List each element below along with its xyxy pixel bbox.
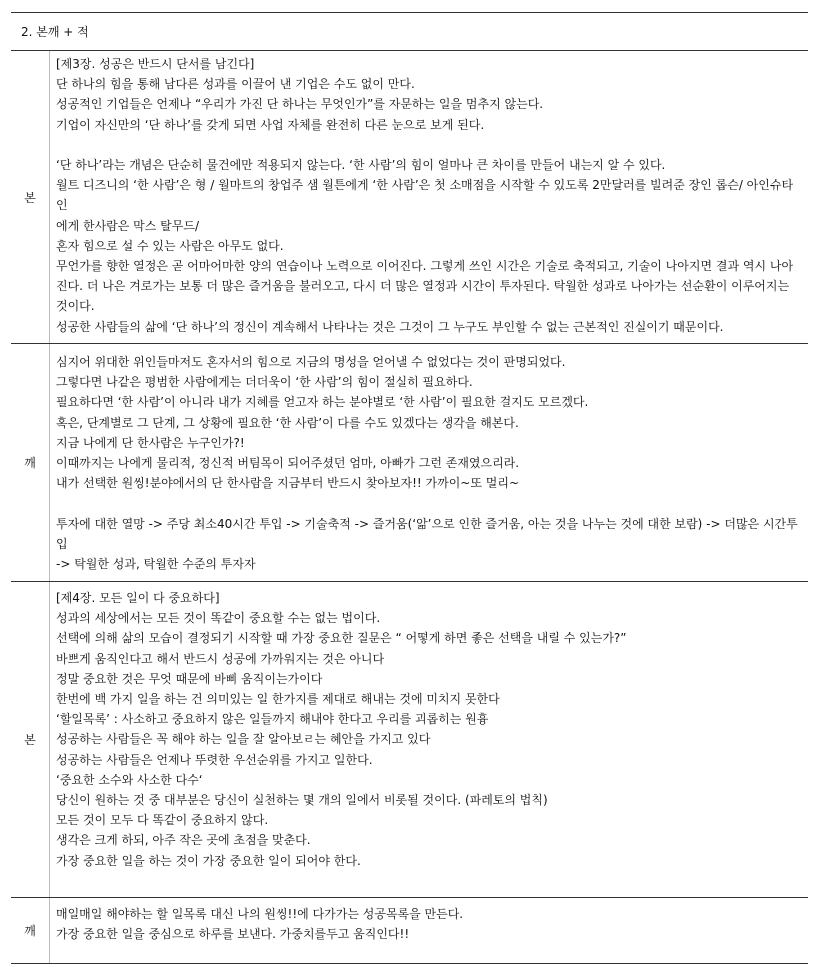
document [11, 12, 808, 964]
text-line: 매일매일 해야하는 할 일목록 대신 나의 원씽!!에 다가가는 성공목록을 만든다. [56, 907, 464, 921]
row-label: 깨 [11, 344, 50, 582]
row-label: 본 [11, 51, 50, 344]
text-line: -> 탁월한 성과, 탁월한 수준의 투자자 [56, 557, 256, 572]
notes-row-kkae-2 [11, 898, 808, 964]
text-line: 지금 나에게 단 한사람은 누구인가?! [56, 435, 245, 450]
text-line: 그렇다면 나같은 평범한 사람에게는 더더욱이 ‘한 사람’의 힘이 절실히 필요하다. [56, 375, 473, 390]
text-line: 단 하나의 힘을 통해 남다른 성과를 이끌어 낸 기업은 수도 없이 만다. [56, 77, 415, 92]
notes-row-bon-2 [11, 582, 808, 898]
text-line: 투자에 대한 열망 -> 주당 최소40시간 투입 -> 기술축적 -> 즐거움(‘앎’으로 인한 즐거움, 아는 것을 나누는 것에 대한 보람) -> 더많은 시간투입 [56, 516, 798, 551]
section-heading-text: 2. 본깨 + 적 [21, 25, 89, 39]
text-line: 한번에 백 가지 일을 하는 건 의미있는 일 한가지를 제대로 해내는 것에 미치지 못한다 [56, 692, 500, 707]
row-content [50, 582, 809, 898]
text-line: ‘할일목록’ : 사소하고 중요하지 않은 일들까지 해내야 한다고 우리를 괴롭히는 원흉 [56, 712, 489, 727]
text-line: 바쁘게 움직인다고 해서 반드시 성공에 가까워지는 것은 아니다 [56, 651, 385, 666]
line-list [56, 588, 802, 871]
text-line: 당신이 원하는 것 중 대부분은 당신이 실천하는 몇 개의 일에서 비롯될 것이다. (파레토의 법칙) [56, 793, 548, 808]
row-content [50, 344, 809, 582]
text-line: 기업이 자신만의 ‘단 하나’를 갖게 되면 사업 자체를 완전히 다른 눈으로 보게 된다. [56, 117, 485, 132]
text-line: 성과의 세상에서는 모든 것이 똑같이 중요할 수는 없는 법이다. [56, 611, 381, 626]
text-line: 것이다. [56, 299, 95, 314]
text-line: 필요하다면 ‘한 사람’이 아니라 내가 지혜를 얻고자 하는 분야별로 ‘한 사람’이 필요한 걸지도 모르겠다. [56, 395, 589, 410]
text-line: [제4장. 모든 일이 다 중요하다] [56, 591, 220, 605]
notes-table-body [11, 51, 808, 964]
row-content [50, 898, 809, 964]
text-line: [제3장. 성공은 반드시 단서를 남긴다] [56, 57, 255, 71]
text-line: 이때까지는 나에게 물리적, 정신적 버팀목이 되어주셨던 엄마, 아빠가 그런 존재였으리라. [56, 456, 520, 471]
notes-row-bon-1 [11, 51, 808, 344]
text-line: 선택에 의해 삶의 모습이 결정되기 시작할 때 가장 중요한 질문은 “ 어떻게 하면 좋은 선택을 내릴 수 있는가?” [56, 631, 627, 646]
text-line: 정말 중요한 것은 무엇 때문에 바삐 움직이는가이다 [56, 671, 323, 686]
text-line: 모든 것이 모두 다 똑같이 중요하지 않다. [56, 813, 269, 828]
text-line: 생각은 크게 하되, 아주 작은 곳에 초점을 맞춘다. [56, 833, 311, 848]
line-list [56, 904, 802, 944]
text-line: 혹은, 단계별로 그 단계, 그 상황에 필요한 ‘한 사람’이 다를 수도 있겠다는 생각을 해본다. [56, 415, 519, 430]
text-line: 혼자 힘으로 설 수 있는 사람은 아무도 없다. [56, 238, 284, 253]
blank-line [56, 135, 802, 155]
text-line: 성공적인 기업들은 언제나 “우리가 가진 단 하나는 무엇인가”를 자문하는 일을 멈추지 않는다. [56, 97, 544, 112]
row-label: 본 [11, 582, 50, 898]
notes-table [11, 51, 808, 964]
text-line: 성공한 사람들의 삶에 ‘단 하나’의 정신이 계속해서 나타나는 것은 그것이 그 누구도 부인할 수 없는 근본적인 진실이기 때문이다. [56, 319, 724, 334]
row-content [50, 51, 809, 344]
text-line: 월트 디즈니의 ‘한 사람’은 형 / 월마트의 창업주 샘 월튼에게 ‘한 사람’은 첫 소매점을 시작할 수 있도록 2만달러를 빌려준 장인 롭슨/ 아인슈타인 [56, 178, 794, 213]
text-line: 진다. 더 나은 겨로가는 보통 더 많은 즐거움을 불러오고, 다시 더 많은 열정과 시간이 투자된다. 탁월한 성과로 나아가는 선순환이 이루어지는 [56, 279, 790, 294]
text-line: 가장 중요한 일을 하는 것이 가장 중요한 일이 되어야 한다. [56, 853, 361, 868]
text-line: 내가 선택한 원씽!분야에서의 단 한사람을 지금부터 반드시 찾아보자!! 가까이~또 멀리~ [56, 476, 520, 491]
text-line: 에게 한사람은 막스 탈무드/ [56, 218, 199, 233]
section-heading [11, 12, 808, 51]
text-line: ‘중요한 소수와 사소한 다수‘ [56, 772, 203, 787]
text-line: 가장 중요한 일을 중심으로 하루를 보낸다. 가중치를두고 움직인다!! [56, 927, 410, 942]
text-line: ‘단 하나’라는 개념은 단순히 물건에만 적용되지 않는다. ‘한 사람’의 힘이 얼마나 큰 차이를 만들어 내는지 알 수 있다. [56, 158, 666, 172]
text-line: 성공하는 사람들은 꼭 해야 하는 일을 잘 알아보ㄹ는 혜안을 가지고 있다 [56, 732, 431, 747]
line-list [56, 54, 802, 337]
text-line: 성공하는 사람들은 언제나 뚜렷한 우선순위를 가지고 일한다. [56, 752, 373, 767]
notes-row-kkae-1 [11, 344, 808, 582]
line-list [56, 352, 802, 574]
blank-line [56, 493, 802, 513]
text-line: 심지어 위대한 위인들마저도 혼자서의 힘으로 지금의 명성을 얻어낼 수 없었다는 것이 판명되었다. [56, 355, 566, 369]
row-label: 깨 [11, 898, 50, 964]
text-line: 무언가를 향한 열정은 곧 어마어마한 양의 연습이나 노력으로 이어진다. 그렇게 쓰인 시간은 기술로 축적되고, 기술이 나아지면 결과 역시 나아 [56, 259, 794, 274]
